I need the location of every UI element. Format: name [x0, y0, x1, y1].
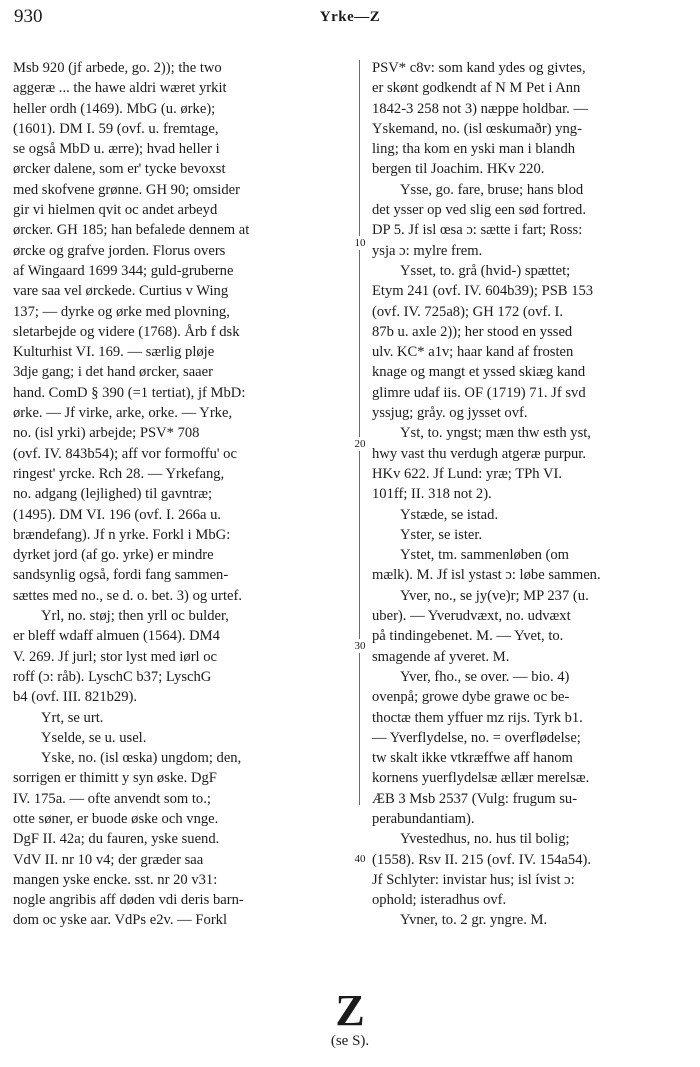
text-line: nogle angribis aff døden vdi deris barn- [13, 892, 244, 909]
text-line: V. 269. Jf jurl; stor lyst med iørl oc [13, 648, 218, 665]
text-line: yssjug; gråy. og jysset ovf. [372, 405, 528, 422]
text-line: Ystæde, se istad. [400, 506, 499, 523]
column-divider [359, 60, 360, 805]
text-line: se også MbD u. ærre); hvad heller i [13, 141, 220, 158]
text-line: Msb 920 (jf arbede, go. 2)); the two [13, 60, 222, 76]
text-line: kornens yuerflydelsæ ællær merelsæ. [372, 770, 590, 787]
text-line: sættes med no., se d. o. bet. 3) og urtef. [13, 587, 243, 604]
text-line: (ovf. IV. 725a8); GH 172 (ovf. I. [372, 303, 564, 320]
text-line: sandsynlig også, fordi fang sammen- [13, 567, 229, 584]
right-column [372, 58, 695, 931]
text-line: Yrl, no. støj; then yrll oc bulder, [41, 608, 229, 625]
text-line: Yske, no. (isl œska) ungdom; den, [41, 750, 242, 767]
text-line: Yster, se ister. [400, 526, 483, 543]
text-line: thoctæ them yffuer mz rijs. Tyrk b1. [372, 709, 583, 726]
text-line: med skofvene grønne. GH 90; omsider [13, 181, 240, 198]
text-line: 1842-3 258 not 3) næppe holdbar. — [372, 100, 589, 117]
text-line: no. (isl yrki) arbejde; PSV* 708 [13, 425, 200, 442]
text-line: uber). — Yverudvæxt, no. udvæxt [372, 608, 571, 625]
text-line: Ysset, to. grå (hvid-) spættet; [400, 262, 571, 279]
line-number-marker: 10 [351, 236, 369, 250]
text-line: DP 5. Jf isl œsa ɔ: sætte i fart; Ross: [372, 222, 583, 239]
page-header [0, 6, 700, 32]
text-line: hwy vast thu verdugh atgeræ purpur. [372, 445, 587, 462]
text-line: mangen yske encke. sst. nr 20 v31: [13, 871, 218, 888]
text-line: HKv 622. Jf Lund: yræ; TPh VI. [372, 465, 562, 482]
page-number: 930 [14, 6, 43, 27]
text-line: sletarbejde og videre (1768). Årb f dsk [13, 323, 240, 340]
text-line: gir vi hielmen qvit oc andet arbeyd [13, 202, 218, 219]
text-line: — Yverflydelse, no. = overflødelse; [372, 729, 581, 746]
text-line: af Wingaard 1699 344; guld-gruberne [13, 262, 234, 279]
text-line: dyrket jord (af go. yrke) er mindre [13, 547, 214, 564]
text-line: roff (ɔ: råb). LyschC b37; LyschG [13, 668, 212, 685]
text-line: ÆB 3 Msb 2537 (Vulg: frugum su- [372, 790, 578, 807]
text-line: tw skalt ikke vtkræffwe aff hanom [372, 750, 573, 767]
text-line: ørcker dalene, som er' tycke bevoxst [13, 161, 226, 178]
text-line: ophold; isteradhus ovf. [372, 892, 507, 909]
text-line: er bleff wdaff almuen (1564). DM4 [13, 628, 220, 645]
line-number-marker: 20 [351, 437, 369, 451]
text-line: no. adgang (lejlighed) til gavntræ; [13, 486, 212, 503]
text-line: Yvestedhus, no. hus til bolig; [400, 831, 570, 848]
text-line: ulv. KC* a1v; haar kand af frosten [372, 344, 574, 361]
text-line: VdV II. nr 10 v4; der græder saa [13, 851, 204, 868]
text-line: knage og mangt et yssed skiæg kand [372, 364, 586, 381]
text-line: IV. 175a. — ofte anvendt som to.; [13, 790, 211, 807]
text-line: ling; tha kom en yski man i blandh [372, 141, 576, 158]
section-note: (se S). [330, 1033, 370, 1049]
text-line: (ovf. IV. 843b54); aff vor formoffu' oc [13, 445, 237, 462]
text-line: smagende af yveret. M. [372, 648, 510, 665]
text-line: brændefang). Jf n yrke. Forkl i MbG: [13, 526, 231, 543]
text-line: mælk). M. Jf isl ystast ɔ: løbe sammen. [372, 567, 601, 584]
text-line: ovenpå; growe dybe grawe oc be- [372, 689, 570, 706]
text-line: (1495). DM VI. 196 (ovf. I. 266a u. [13, 506, 222, 523]
text-line: Kulturhist VI. 169. — særlig pløje [13, 344, 215, 361]
text-line: 137; — dyrke og ørke med plovning, [13, 303, 230, 320]
section-letter: Z [335, 986, 365, 1035]
text-line: Yst, to. yngst; mæn thw esth yst, [400, 425, 591, 442]
text-line: Yver, no., se jy(ve)r; MP 237 (u. [400, 587, 589, 604]
text-line: glimre udaf iis. OF (1719) 71. Jf svd [372, 384, 586, 401]
text-line: b4 (ovf. III. 821b29). [13, 689, 138, 706]
text-line: Ysse, go. fare, bruse; hans blod [400, 181, 584, 198]
text-line: heller ordh (1469). MbG (u. ørke); [13, 100, 216, 117]
text-line: Jf Schlyter: invistar hus; isl ívist ɔ: [372, 871, 575, 888]
text-line: ysja ɔ: mylre frem. [372, 242, 483, 259]
text-line: (1558). Rsv II. 215 (ovf. IV. 154a54). [372, 851, 592, 868]
text-line: DgF II. 42a; du fauren, yske suend. [13, 831, 220, 848]
text-line: 101ff; II. 318 not 2). [372, 486, 492, 503]
text-line: 87b u. axle 2)); her stood en yssed [372, 323, 573, 340]
text-line: Yskemand, no. (isl œskumaðr) yng- [372, 120, 582, 137]
text-line: er skønt godkendt af N M Pet i Ann [372, 80, 581, 97]
text-line: perabundantiam). [372, 810, 475, 827]
text-line: sorrigen er thimitt y syn øske. DgF [13, 770, 217, 787]
text-line: vare saa vel ørckede. Curtius v Wing [13, 283, 229, 300]
text-line: otte søner, er buode øske och vnge. [13, 810, 219, 827]
text-line: Ystet, tm. sammenløben (om [400, 547, 570, 564]
text-line: bergen til Joachim. HKv 220. [372, 161, 545, 178]
text-line: Yrt, se urt. [41, 709, 104, 726]
text-line: PSV* c8v: som kand ydes og givtes, [372, 60, 586, 76]
text-line: på tindingebenet. M. — Yvet, to. [372, 628, 564, 645]
text-line: Yvner, to. 2 gr. yngre. M. [400, 912, 548, 929]
text-line: hand. ComD § 390 (=1 tertiat), jf MbD: [13, 384, 246, 401]
line-number-marker: 30 [351, 639, 369, 653]
text-line: Etym 241 (ovf. IV. 604b39); PSB 153 [372, 283, 594, 300]
left-column [13, 58, 353, 931]
text-line: det ysser op ved slig een sød fortred. [372, 202, 586, 219]
text-line: ørcke og grafve jorden. Florus overs [13, 242, 226, 259]
text-line: 3dje gang; i det hand ørcker, saaer [13, 364, 213, 381]
text-line: aggeræ ... the hawe aldri wæret yrkit [13, 80, 227, 97]
text-line: Yselde, se u. usel. [41, 729, 147, 746]
text-line: dom oc yske aar. VdPs e2v. — Forkl [13, 912, 228, 929]
line-number-marker: 40 [351, 852, 369, 866]
text-line: ørke. — Jf virke, arke, orke. — Yrke, [13, 405, 233, 422]
text-line: ringest' yrcke. Rch 28. — Yrkefang, [13, 465, 225, 482]
text-line: (1601). DM I. 59 (ovf. u. fremtage, [13, 120, 219, 137]
running-title: Yrke—Z [319, 9, 381, 25]
text-line: Yver, fho., se over. — bio. 4) [400, 668, 570, 685]
text-line: ørcker. GH 185; han befalede dennem at [13, 222, 250, 239]
